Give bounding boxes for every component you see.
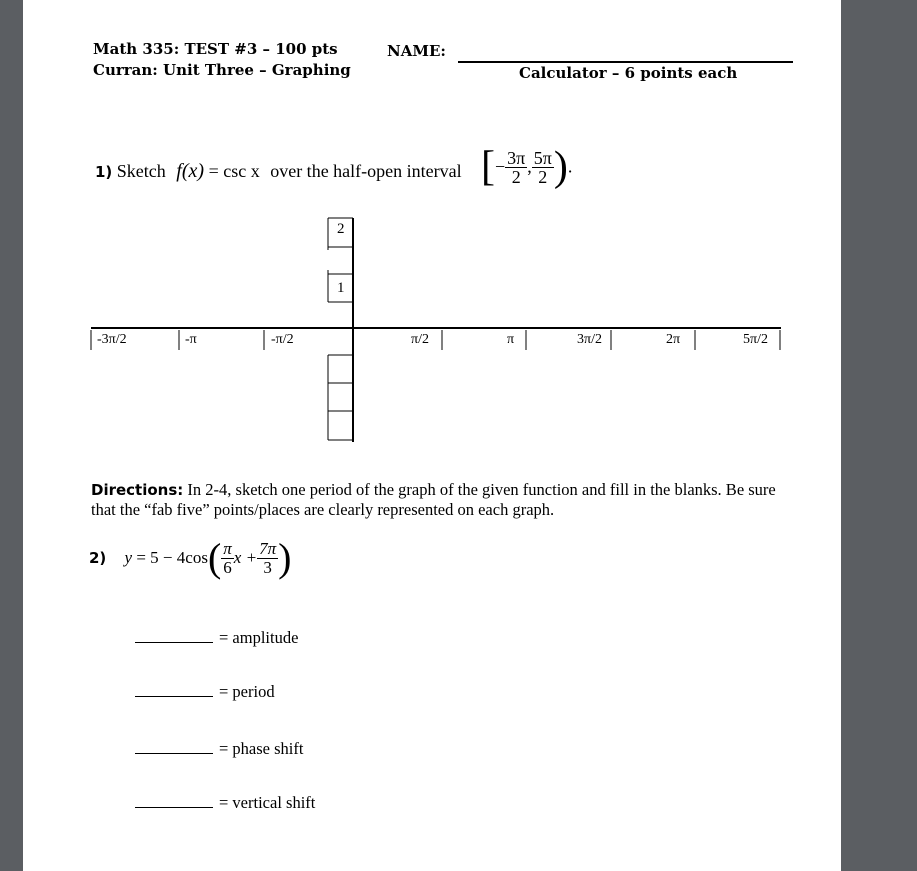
q1-func-var: (x) bbox=[181, 160, 205, 182]
q2-frac2: $\frac{7\pi}{3}$ bbox=[259, 538, 277, 577]
name-blank[interactable] bbox=[458, 61, 793, 63]
directions bbox=[91, 480, 781, 519]
interval-right-frac: $\frac{5\pi}{2}$ bbox=[533, 147, 552, 187]
unit-title: Curran: Unit Three – Graphing bbox=[93, 61, 351, 79]
x-tick-3pi-2: 3π/2 bbox=[577, 332, 602, 347]
q1-number: 1) bbox=[95, 163, 113, 181]
x-tick-pi: π bbox=[507, 332, 515, 347]
question-2: 2) y = 5 − 4cos( $\frac{\pi}{6}$ x + $\frac{7\pi}{3}$ ) bbox=[89, 535, 292, 580]
x-tick--pi-2: -π/2 bbox=[271, 332, 294, 347]
x-tick-2pi: 2π bbox=[666, 332, 681, 347]
name-label: NAME: bbox=[387, 42, 446, 60]
q1-interval-text: over the half-open interval bbox=[270, 161, 462, 181]
q2-eq: = 5 − 4cos bbox=[136, 548, 208, 567]
q1-sketch-text: Sketch bbox=[116, 161, 166, 181]
x-tick-pi-2: π/2 bbox=[411, 332, 429, 347]
calculator-note: Calculator – 6 points each bbox=[519, 64, 738, 82]
x-tick--3pi-2: -3π/2 bbox=[97, 332, 127, 347]
course-title: Math 335: TEST #3 – 100 pts bbox=[93, 40, 338, 58]
q1-graph bbox=[23, 210, 841, 450]
blank-phase-shift[interactable]: = phase shift bbox=[135, 739, 303, 759]
q1-func-rhs: = csc x bbox=[208, 161, 260, 181]
blank-amplitude[interactable]: = amplitude bbox=[135, 628, 298, 648]
x-tick-5pi-2: 5π/2 bbox=[743, 332, 768, 347]
x-tick--pi: -π bbox=[185, 332, 197, 347]
test-page bbox=[23, 0, 841, 871]
y-label-1: 1 bbox=[337, 280, 345, 296]
q2-y: y bbox=[124, 548, 133, 567]
directions-label: Directions: bbox=[91, 481, 184, 499]
q1-func-name: f bbox=[176, 160, 182, 182]
q2-x: x + bbox=[233, 548, 258, 567]
directions-text: In 2-4, sketch one period of the graph of the given function and fill in the blanks. Be sure that the “fab five” points/places are clearly represented on each graph. bbox=[91, 480, 776, 519]
q1-interval: [− $\frac{3\pi}{2}$ , $\frac{5\pi}{2}$ ). bbox=[481, 144, 573, 190]
q2-frac1: $\frac{\pi}{6}$ bbox=[223, 538, 232, 577]
question-1 bbox=[95, 160, 462, 183]
y-label-2: 2 bbox=[337, 221, 345, 237]
blank-vertical-shift[interactable]: = vertical shift bbox=[135, 793, 315, 813]
blank-period[interactable]: = period bbox=[135, 682, 275, 702]
q2-number: 2) bbox=[89, 549, 107, 567]
interval-left-frac: $\frac{3\pi}{2}$ bbox=[507, 147, 526, 187]
